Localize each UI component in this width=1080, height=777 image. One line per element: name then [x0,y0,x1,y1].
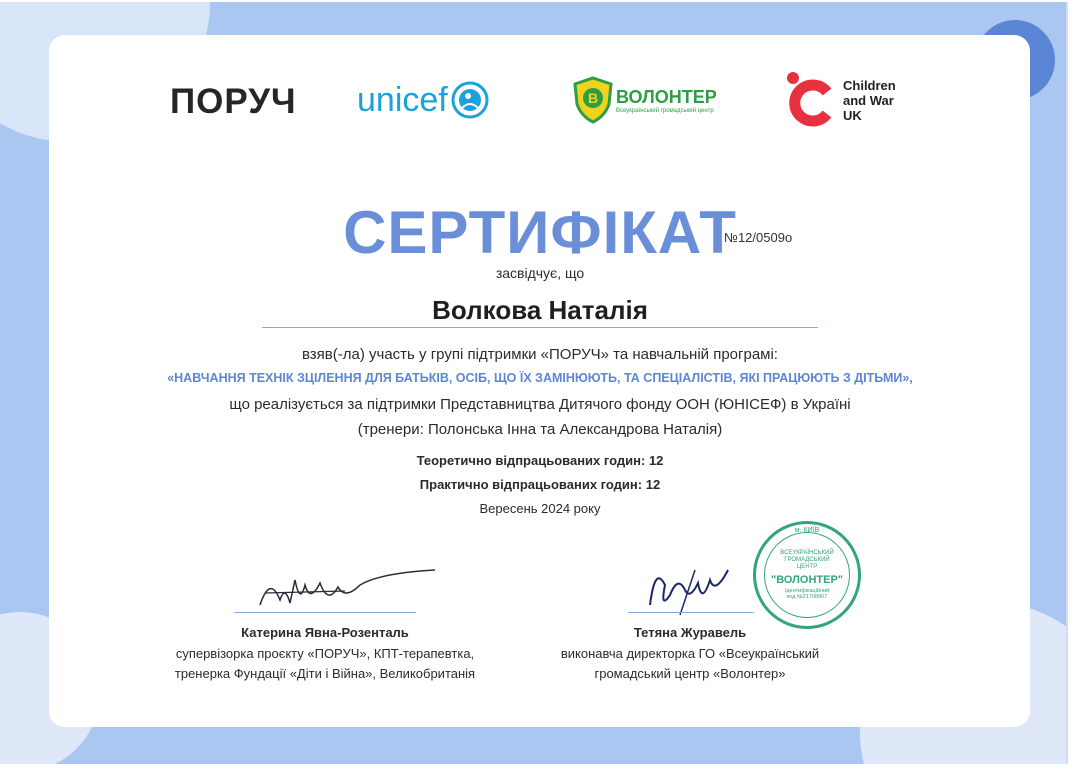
trainers-text: (тренери: Полонська Інна та Александрова Наталія) [357,421,723,438]
participation-text: взяв(-ла) участь у групі підтримки «ПОРУЧ» та навчальній програмі: [302,346,778,363]
practice-hours: Практично відпрацьованих годин: 12 [419,477,661,492]
cw-line-1: Children [843,77,896,93]
children-and-war-c-icon [785,70,835,130]
stamp-center-text: "ВОЛОНТЕР" [771,574,843,586]
svg-text:B: B [587,90,599,106]
poruch-logo [170,82,297,122]
organization-stamp [753,521,861,629]
volonter-shield-icon [573,76,613,124]
unicef-logo [357,80,490,120]
right-signatory-role-1: виконавча директорка ГО «Всеукраїнський [560,646,820,661]
support-text: що реалізується за підтримки Представництва Дитячого фонду ООН (ЮНІСЕФ) в Україні [229,396,851,413]
poruch-logo-text: ПОРУЧ [170,82,297,121]
recipient-name: Волкова Наталія [432,295,648,325]
recipient-underline [262,327,818,328]
certifies-text: засвідчує, що [495,265,585,281]
stamp-top-text: ВСЕУКРАЇНСЬКИЙ ГРОМАДСЬКИЙ ЦЕНТР [780,550,834,570]
unicef-emblem-icon [450,80,490,120]
left-signatory-name: Катерина Явна-Розенталь [241,625,409,640]
theory-hours: Теоретично відпрацьованих годин: 12 [416,453,664,468]
issue-date: Вересень 2024 року [479,501,601,516]
program-title: «НАВЧАННЯ ТЕХНІК ЗЦІЛЕННЯ ДЛЯ БАТЬКІВ, ОСІБ, ЩО ЇХ ЗАМІНЮЮТЬ, ТА СПЕЦІАЛІСТІВ, ЯКІ ПРАЦЮЮТЬ З ДІТЬМИ», [167,371,913,385]
right-signatory-name: Тетяна Журавель [633,625,747,640]
right-signature [640,555,740,620]
right-signature-line [628,612,754,613]
certificate-number: №12/0509о [724,230,793,245]
stamp-city: м. КИЇВ [794,527,820,534]
children-and-war-logo [785,70,896,130]
left-signatory-role-1: супервізорка проєкту «ПОРУЧ», КПТ-терапевтка, [175,646,475,661]
left-signature-line [234,612,416,613]
unicef-logo-text: unicef [357,80,448,119]
cw-line-2: and War [843,92,894,108]
logo-row [0,70,1080,130]
cw-line-3: UK [843,107,862,123]
volonter-name: ВОЛОНТЕР [616,86,717,107]
left-signature [250,565,440,615]
right-signatory-role-2: громадський центр «Волонтер» [594,666,786,681]
left-signatory-role-2: тренерка Фундації «Діти і Війна», Великобританія [174,666,476,681]
volonter-logo [573,76,717,124]
stamp-code-text: Ідентифікаційний код №21708967 [784,588,830,600]
certificate-title: СЕРТИФІКАТ [343,199,737,266]
volonter-subtitle: Всеукраїнський громадський центр [616,107,714,114]
